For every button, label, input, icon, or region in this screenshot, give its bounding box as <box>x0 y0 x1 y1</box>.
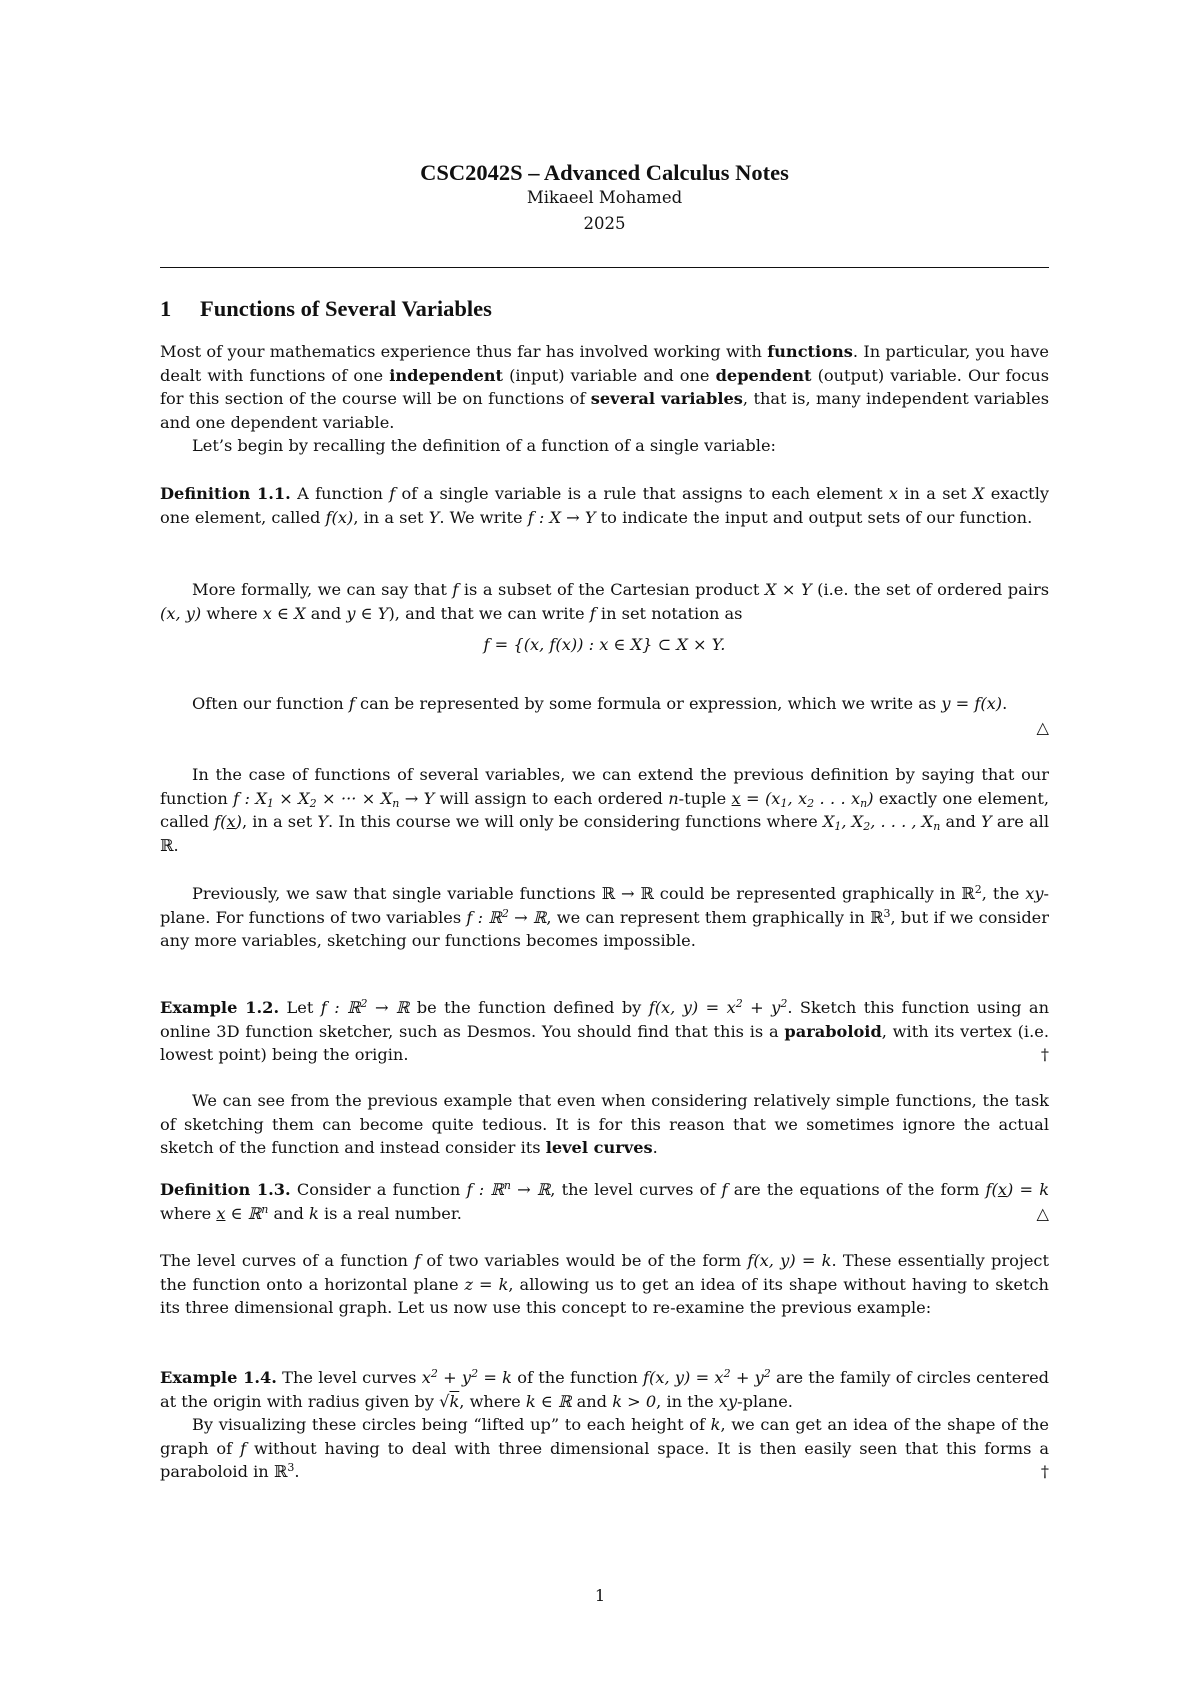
math-eq: y = f(x) <box>941 694 1003 713</box>
document-author: Mikaeel Mohamed <box>526 188 683 207</box>
text: , the <box>981 884 1026 903</box>
def-text: exactly one element, called <box>160 484 1050 527</box>
intro-bold-functions: functions <box>767 342 853 361</box>
math-Y: Y <box>428 507 440 527</box>
formal-paragraph <box>160 578 1049 625</box>
intro-text-5: , that is, many independent variables and one dependent variable. <box>160 389 1049 432</box>
math-k: k <box>710 1415 721 1435</box>
text: will assign to each ordered <box>434 788 669 808</box>
text: . Sketch this function using an online 3D function sketcher, such as Desmos. You should find that this is a <box>160 998 1049 1041</box>
text: ), and that we can write <box>388 603 590 623</box>
definition-1-1-text <box>160 482 1049 529</box>
section-number: 1 <box>160 296 172 321</box>
text: and <box>571 1391 613 1411</box>
intro-text-2: . In particular, you have dealt with functions of one <box>160 342 1049 385</box>
math-k-pos: k > 0 <box>612 1391 657 1411</box>
text: Previously, we saw that single variable functions ℝ → ℝ could be represented graphically in ℝ <box>192 884 975 903</box>
intro-paragraph-2: Let’s begin by recalling the definition of a function of a single variable: <box>192 436 777 456</box>
text: More formally, we can say that <box>192 580 453 599</box>
text: of the function <box>511 1368 644 1387</box>
text: without having to deal with three dimensional space. It is then easily seen that this forms a paraboloid in ℝ <box>160 1438 1049 1482</box>
math-fxy-k: f(x, y) = k <box>747 1251 832 1270</box>
often-paragraph-block <box>160 692 1049 739</box>
math-f: f <box>452 580 459 599</box>
example-1-2 <box>160 996 1049 1067</box>
intro-paragraph <box>160 340 1049 434</box>
section-title: Functions of Several Variables <box>200 296 492 321</box>
text: where <box>201 603 263 623</box>
text: The level curves <box>276 1368 422 1387</box>
text: in set notation as <box>595 603 743 623</box>
def-text: A function <box>290 484 390 503</box>
definition-1-3 <box>160 1178 1049 1225</box>
text: . In this course we will only be considering functions where <box>328 812 823 832</box>
math-k-in-r: k ∈ ℝ <box>525 1391 572 1411</box>
math-yin: y ∈ Y <box>346 603 389 623</box>
text: Consider a function <box>290 1180 467 1199</box>
text: The level curves of a function <box>160 1251 415 1270</box>
example-1-4-paragraph-2: By visualizing these circles being “lifted up” to each height of k, we can get an idea of the shape of the graph of f without having to deal with three dimensional space. It is then easily seen that this forms a paraboloid in ℝ$^3$. † <box>160 1413 1049 1484</box>
bold-paraboloid: paraboloid <box>784 1021 882 1041</box>
math-map-2: f : ℝ$^2$ → ℝ <box>466 906 547 927</box>
example-1-4 <box>160 1366 1049 1484</box>
example-1-2-text <box>160 996 1049 1067</box>
math-Y: Y <box>981 812 992 832</box>
text: where <box>160 1203 217 1223</box>
math-product: X × Y <box>764 580 812 599</box>
intro-bold-dependent: dependent <box>715 365 812 385</box>
intro-block <box>160 340 1049 458</box>
text: exactly one element, called <box>160 788 1049 832</box>
levelcurves-paragraph-block <box>160 1249 1049 1320</box>
bold-level-curves: level curves <box>545 1138 653 1158</box>
text: , where <box>459 1391 526 1411</box>
text: , we can represent them graphically in ℝ <box>546 907 884 927</box>
text: , but if we consider any more variables, sketching our functions becomes impossible. <box>160 907 1049 951</box>
text: . <box>652 1138 658 1158</box>
example-1-4-text <box>160 1366 1049 1413</box>
math-tuple: $x = (x_1$, $x_2$ . . . $x_n$) <box>731 788 874 810</box>
math-f-xvec: f(x) <box>214 812 242 832</box>
example-end-mark: † <box>1040 1045 1049 1065</box>
text: , in the <box>656 1391 719 1411</box>
text: Let <box>279 998 321 1017</box>
formal-paragraph-block <box>160 578 1049 665</box>
math-map-n: f : $X_1 \times X_2$ × ··· × $X_n \to Y$ <box>233 788 435 810</box>
math-f: f <box>721 1180 728 1199</box>
text: are the family of circles centered at the origin with radius given by <box>160 1368 1050 1411</box>
math-map-n: f : ℝ$^n$ → ℝ <box>466 1179 551 1199</box>
text: and <box>305 603 347 623</box>
previously-paragraph: Previously, we saw that single variable functions ℝ → ℝ could be represented graphically in ℝ$^2$, the xy-plane. For functions of two variables f : ℝ$^2$ → ℝ, we can represent them graphically in ℝ$^3$, but if we consider any more variables, sketching our functions becomes impossible. <box>160 883 1049 951</box>
definition-1-1 <box>160 482 1049 529</box>
text: and <box>940 812 982 832</box>
math-level-eq: f(x) = k <box>985 1180 1050 1199</box>
intro-text-3: (input) variable and one <box>503 365 716 385</box>
text: We can see from the previous example that even when considering relatively simple functions, the task of sketching them can become quite tedious. It is for this reason that we sometimes ignore the actual sketch of the function and instead consider its <box>160 1091 1049 1158</box>
def-text: of a single variable is a rule that assigns to each element <box>395 484 889 503</box>
seeprev-paragraph-block <box>160 1089 1049 1160</box>
math-pair: (x, y) <box>160 603 202 623</box>
definition-end-mark: △ <box>1036 717 1049 737</box>
text: and <box>268 1203 310 1223</box>
often-paragraph <box>160 692 1049 737</box>
definition-1-3-text <box>160 1178 1049 1225</box>
math-xin: x ∈ X <box>262 603 306 623</box>
text: . <box>294 1462 300 1482</box>
text: , the level curves of <box>550 1180 722 1199</box>
document-year: 2025 <box>583 214 626 233</box>
math-n: n <box>668 788 679 808</box>
math-f: f <box>240 1438 247 1458</box>
page-number: 1 <box>594 1586 606 1605</box>
text: (i.e. the set of ordered pairs <box>811 580 1049 599</box>
text: is a real number. <box>318 1203 462 1223</box>
text: By visualizing these circles being “lifted up” to each height of <box>192 1415 711 1435</box>
math-paraboloid: f(x, $y) = x^2 + y^2$ <box>648 997 788 1017</box>
math-f: f <box>348 694 355 713</box>
levelcurves-paragraph <box>160 1249 1049 1320</box>
several-paragraph-block <box>160 763 1049 857</box>
text: be the function defined by <box>409 998 649 1017</box>
text: -plane. For functions of two variables <box>160 884 1049 927</box>
math-z-k: z = k <box>464 1274 509 1294</box>
intro-bold-several: several variables <box>590 389 743 409</box>
definition-1-3-label: Definition 1.3. <box>160 1180 291 1199</box>
math-map: f : X → Y <box>527 507 596 527</box>
def-text: in a set <box>898 484 973 503</box>
text: In the case of functions of several variables, we can extend the previous definition by saying that our function <box>160 765 1049 808</box>
math-map-2: f : ℝ$^2$ → ℝ <box>320 997 410 1017</box>
intro-text-1: Most of your mathematics experience thus far has involved working with <box>160 342 768 361</box>
math-X: X <box>972 484 985 503</box>
text: , in a set <box>241 812 318 832</box>
math-sqrt-k: √k <box>439 1391 460 1411</box>
text: , with its vertex (i.e. lowest point) being the origin. <box>160 1021 1049 1065</box>
math-f: f <box>589 603 596 623</box>
example-1-4-label: Example 1.4. <box>160 1368 277 1387</box>
text: . <box>1002 694 1008 713</box>
math-xy: xy <box>1025 884 1044 903</box>
several-paragraph <box>160 763 1049 857</box>
text: of two variables would be of the form <box>420 1251 748 1270</box>
math-paraboloid: f(x, $y) = x^2 + y^2$ <box>643 1367 771 1387</box>
math-domains: $X_1$, $X_2$, . . . , $X_n$ <box>822 812 941 834</box>
intro-bold-independent: independent <box>389 365 503 385</box>
math-f: f <box>389 484 396 503</box>
text: can be represented by some formula or expression, which we write as <box>354 694 942 713</box>
example-end-mark: † <box>1040 1462 1049 1482</box>
text: , we can get an idea of the shape of the graph of <box>160 1415 1049 1458</box>
definition-1-1-label: Definition 1.1. <box>160 484 291 503</box>
math-f: f <box>414 1251 421 1270</box>
text: -tuple <box>678 788 732 808</box>
intro-text-4: (output) variable. Our focus for this section of the course will be on functions of <box>160 365 1049 409</box>
seeprev-paragraph <box>160 1089 1049 1160</box>
math-k: k <box>309 1203 319 1223</box>
text: are all ℝ. <box>160 812 1050 855</box>
section-heading <box>160 296 492 322</box>
previously-paragraph-block <box>160 882 1049 953</box>
text: is a subset of the Cartesian product <box>458 580 765 599</box>
text: . These essentially project the function onto a horizontal plane <box>160 1251 1049 1294</box>
example-1-2-label: Example 1.2. <box>160 998 280 1017</box>
math-x: x <box>888 484 899 503</box>
math-xvec-in: x ∈ ℝ$^n$ <box>216 1202 269 1223</box>
text: are the equations of the form <box>727 1180 986 1199</box>
def-text: , in a set <box>353 507 429 527</box>
text: , allowing us to get an idea of its shape without having to sketch its three dimensional graph. Let us now use this concept to re-examine the previous example: <box>160 1274 1049 1318</box>
math-fx: f(x) <box>325 507 354 527</box>
def-text: . We write <box>439 507 528 527</box>
title-rule <box>160 267 1049 268</box>
document-title: CSC2042S – Advanced Calculus Notes <box>420 160 789 185</box>
math-Y: Y <box>317 812 329 832</box>
def-text: to indicate the input and output sets of our function. <box>595 507 1033 527</box>
math-circle: $x^2 + y^2 = k$ <box>421 1367 512 1387</box>
text: -plane. <box>737 1391 793 1411</box>
text: Often our function <box>192 694 349 713</box>
display-equation: f = {(x, f(x)) : x ∈ X} ⊂ X × Y. <box>483 635 726 655</box>
math-xy: xy <box>718 1391 738 1411</box>
definition-end-mark: △ <box>1036 1203 1049 1223</box>
